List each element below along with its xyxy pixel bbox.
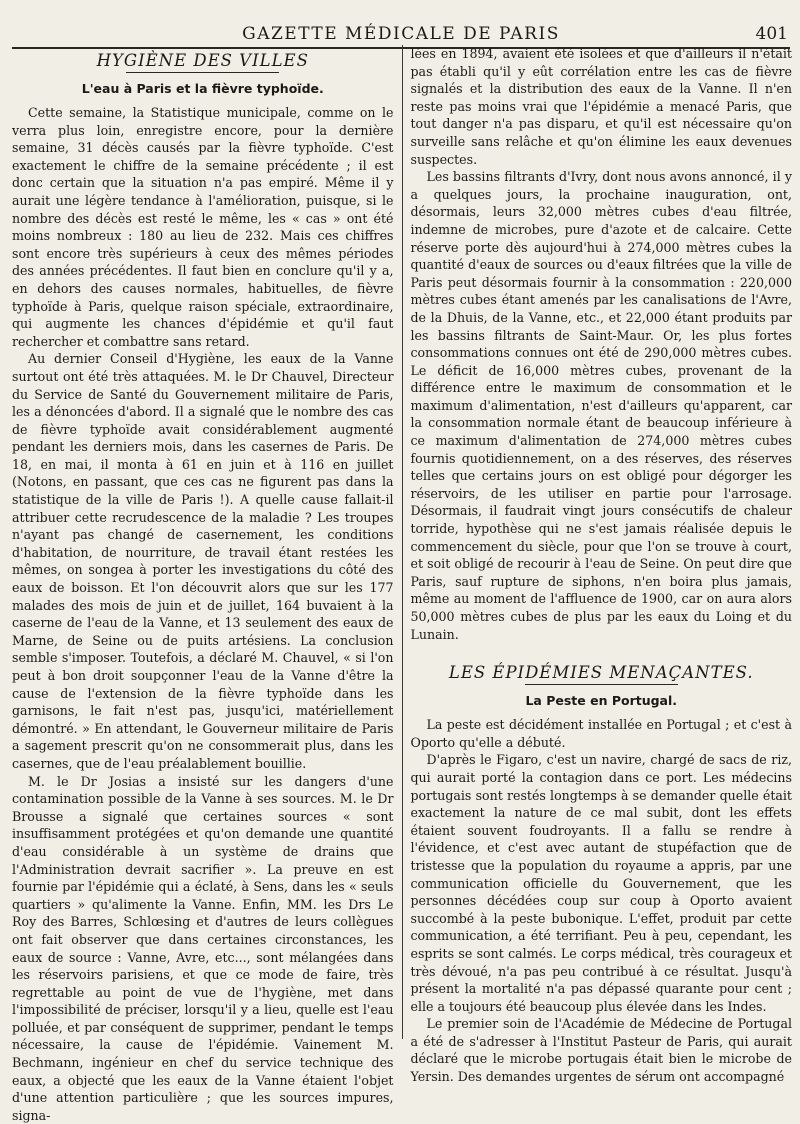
paragraph: La peste est décidément installée en Portugal ; et c'est à Oporto qu'elle a débuté. xyxy=(410,717,792,750)
article-title-plague: La Peste en Portugal. xyxy=(525,693,678,709)
paragraph: Les bassins filtrants d'Ivry, dont nous avons annoncé, il y a quelques jours, la prochaine inauguration, ont, désormais, leurs 32,000 mètres cubes d'eau filtrée, indemne de microbes, pure d'azote et de calcaire. Cette réserve porte dès aujourd'hui à 274,000 mètres cubes la quantité d'eaux de sources ou d'eaux filtrées que la ville de Paris peut désormais fournir à la consommation : 220,000 mètres cubes étant amenés par les canalisations de l'Avre, de la Dhuis, de la Vanne, etc., et 22,000 étant produits par les bassins filtrants de Saint-Maur. Or, les plus fortes consommations connues ont été de 290,000 mètres cubes. Le déficit de 16,000 mètres cubes, provenant de la différence entre le maximum de consommation et le maximum d'alimentation, n'est d'ailleurs qu'apparent, car la consommation normale étant de beaucoup inférieure à ce maximum d'alimentation de 274,000 mètres cubes fournis quotidiennement, on a des réserves, des réserves telles que certains jours on est obligé pour dégorger les réservoirs, de les utiliser en partie pour l'arrosage. Désormais, il faudrait vingt jours consécutifs de chaleur torride, hypothèse qui ne s'est jamais réalisée depuis le commencement du siècle, pour que l'on se trouve à court, et soit obligé de recourir à l'eau de Seine. On peut dire que Paris, sauf rupture de siphons, n'en boira plus jamais, même au moment de l'affluence de 1900, car on aura alors 50,000 mètres cubes de plus par les eaux du Loing et du Lunain. xyxy=(410,169,792,642)
right-column xyxy=(403,45,793,1085)
left-column xyxy=(12,45,402,1123)
paragraph: lées en 1894, avaient été isolées et que d'ailleurs il n'était pas établi qu'il y eût corrélation entre les cas de fièvre signalés et la distribution des eaux de la Vanne. Il n'en reste pas moins vrai que l'épidémie a menacé Paris, que tout danger n'a pas disparu, et qu'il est nécessaire qu'on surveille sans relâche et qu'on élimine les eaux devenues suspectes. xyxy=(410,46,792,167)
page-number: 401 xyxy=(755,24,788,44)
article-title-typhoid: L'eau à Paris et la fièvre typhoïde. xyxy=(81,81,324,96)
paragraph: Au dernier Conseil d'Hygiène, les eaux de la Vanne surtout ont été très attaquées. M. le Dr Chauvel, Directeur du Service de Santé du Gouvernement militaire de Paris, les a dénoncées d'abord. Il a signalé que le nombre des cas de fièvre typhoïde avait considérablement augmenté pendant les derniers mois, dans les casernes de Paris. De 18, en mai, il monta à 61 en juin et à 116 en juillet (Notons, en passant, que ces cas ne figurent pas dans la statistique de la ville de Paris !). A quelle cause fallait-il attribuer cette recrudescence de la maladie ? Les troupes n'ayant pas changé de casernement, les conditions d'habitation, de nourriture, de travail étant restées les mêmes, on songea à porter les investigations du côté des eaux de boisson. Et l'on découvrit alors que sur les 177 malades des mois de juin et de juillet, 164 buvaient à la caserne de l'eau de la Vanne, et 13 seulement des eaux de Marne, de Seine ou de puits artésiens. La conclusion semble s'imposer. Toutefois, a déclaré M. Chauvel, « si l'on peut à bon droit soupçonner l'eau de la Vanne d'être la cause de l'extension de la fièvre typhoïde dans les garnisons, le fait n'est pas, jusqu'ici, matériellement démontré. » En attendant, le Gouverneur militaire de Paris a sagement prescrit qu'on ne consommerait plus, dans les casernes, que de l'eau préalablement bouillie. xyxy=(12,351,394,771)
paragraph: M. le Dr Josias a insisté sur les dangers d'une contamination possible de la Vanne à ses sources. M. le Dr Brousse a signalé que certaines sources « sont insuffisamment protégées et qu'on demande une quantité d'eau considérable à un système de drains que l'Administration devrait sacrifier ». La preuve en est fournie par l'épidémie qui a éclaté, à Sens, dans les « seuls quartiers » qu'alimente la Vanne. Enfin, MM. les Drs Le Roy des Barres, Schlœsing et d'autres de leurs collègues ont fait observer que dans certaines circonstances, les eaux de source : Vanne, Avre, etc..., sont mélangées dans les réservoirs parisiens, et que ce mode de faire, très regrettable au point de vue de l'hygiène, met dans l'impossibilité de préciser, lorsqu'il y a lieu, quelle est l'eau polluée, et par conséquent de supprimer, pendant le temps nécessaire, la cause de l'épidémie. Vainement M. Bechmann, ingénieur en chef du service technique des eaux, a objecté que les eaux de la Vanne étaient l'objet d'une attention particulière ; que les sources impures, signa- xyxy=(12,773,394,1123)
paragraph: D'après le Figaro, c'est un navire, chargé de sacs de riz, qui aurait porté la contagion dans ce port. Les médecins portugais sont restés longtemps à se demander quelle était exactement la nature de ce mal subit, dont les effets étaient souvent foudroyants. Il a fallu se rendre à l'évidence, et c'est avec autant de stupéfaction que de tristesse que la population du royaume a appris, par une communication officielle du Gouvernement, que les personnes décédées coup sur coup à Oporto avaient succombé à la peste bubonique. L'effet, produit par cette communication, a été terrifiant. Peu à peu, cependant, les esprits se sont calmés. Le corps médical, très courageux et très dévoué, n'a pas peu contribué à ce résultat. Jusqu'à présent la mortalité n'a pas dépassé quarante pour cent ; elle a toujours été beaucoup plus élevée dans les Indes. xyxy=(410,752,792,1014)
page-header xyxy=(12,10,790,44)
journal-title: GAZETTE MÉDICALE DE PARIS xyxy=(242,24,560,44)
section-title-epidemics: LES ÉPIDÉMIES MENAÇANTES. xyxy=(448,663,754,683)
paragraph: Le premier soin de l'Académie de Médecine de Portugal a été de s'adresser à l'Institut Pasteur de Paris, qui aurait déclaré que le microbe portugais était bien le microbe de Yersin. Des demandes urgentes de sérum ont accompagné xyxy=(410,1016,792,1085)
section-title-hygiene: HYGIÈNE DES VILLES xyxy=(96,51,309,70)
paragraph: Cette semaine, la Statistique municipale, comme on le verra plus loin, enregistre encore, pour la dernière semaine, 31 décès causés par la fièvre typhoïde. C'est exactement le chiffre de la semaine précédente ; il est donc certain que la situation n'a pas empiré. Même il y aurait une légère tendance à l'amélioration, puisque, si le nombre des décès est resté le même, les « cas » ont été moins nombreux : 180 au lieu de 232. Mais ces chiffres sont encore très supérieurs à ceux des mêmes périodes des années précédentes. Il faut bien en conclure qu'il y a, en dehors des causes normales, habituelles, de fièvre typhoïde à Paris, quelque raison spéciale, extraordinaire, qui augmente les chances d'épidémie et qu'il faut rechercher et combattre sans retard. xyxy=(12,105,394,349)
columns xyxy=(12,45,792,1123)
section-rule xyxy=(525,684,678,685)
spacer xyxy=(411,643,793,657)
section-rule xyxy=(126,72,279,73)
